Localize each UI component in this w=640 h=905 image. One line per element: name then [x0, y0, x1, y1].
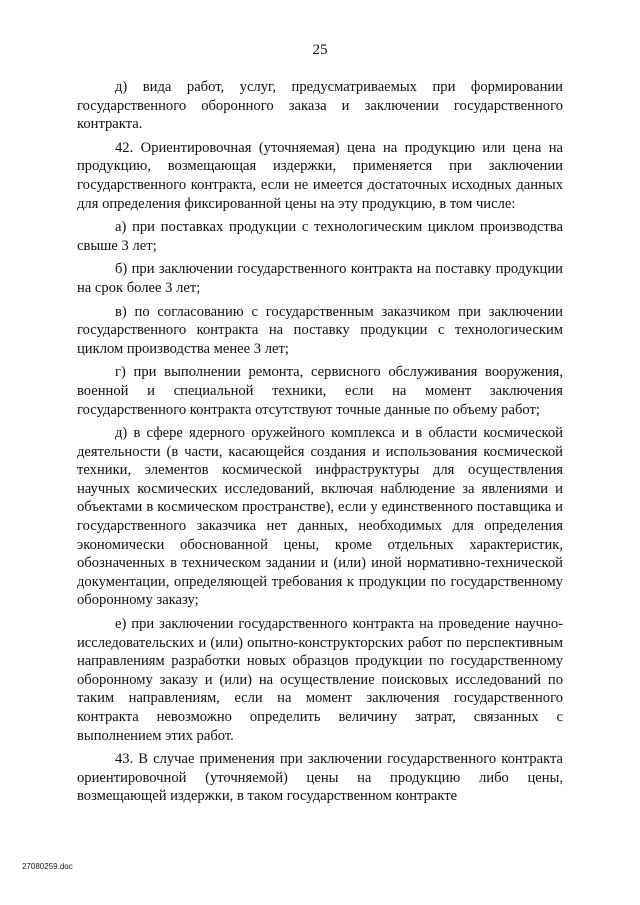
paragraph-42-g: г) при выполнении ремонта, сервисного обслуживания вооружения, военной и специальной техники, если на момент заключения государственного контракта отсутствуют точные данные по объему работ; — [77, 364, 563, 418]
paragraph-42-a: а) при поставках продукции с технологическим циклом производства свыше 3 лет; — [77, 219, 563, 254]
paragraph-d-works: д) вида работ, услуг, предусматриваемых при формировании государственного оборонного заказа и заключении государственного контракта. — [77, 79, 563, 133]
paragraph-42-e: е) при заключении государственного контракта на проведение научно-исследовательских и (или) опытно-конструкторских работ по перспективным направлениям разработки новых образцов продукции по государственному оборонному заказу и (или) на осуществление поисковых исследований по таким направлениям, если на момент заключения государственного контракта невозможно определить величину затрат, связанных с выполнением этих работ. — [77, 616, 563, 744]
page-number: 25 — [312, 42, 328, 58]
document-body — [77, 78, 563, 811]
paragraph-42-v: в) по согласованию с государственным заказчиком при заключении государственного контракта на поставку продукции с технологическим циклом производства менее 3 лет; — [77, 303, 563, 357]
paragraph-42-d: д) в сфере ядерного оружейного комплекса и в области космической деятельности (в части, касающейся создания и использования космической техники, элементов космической инфраструктуры для осуществления научных космических исследований, включая наблюдение за явлениями и объектами в космическом пространстве), если у единственного поставщика и государственного заказчика нет данных, необходимых для определения экономически обоснованной цены, кроме отдельных характеристик, обозначенных в техническом задании и (или) иной нормативно-технической документации, определяющей требования к продукции по государственному оборонному заказу; — [77, 425, 563, 609]
paragraph-42-b: б) при заключении государственного контракта на поставку продукции на срок более 3 лет; — [77, 261, 563, 296]
paragraph-42: 42. Ориентировочная (уточняемая) цена на продукцию или цена на продукцию, возмещающая издержки, применяется при заключении государственного контракта, если не имеется достаточных исходных данных для определения фиксированной цены на эту продукцию, в том числе: — [77, 139, 563, 212]
footer-filename: 27080259.doc — [22, 862, 73, 871]
paragraph-43: 43. В случае применения при заключении государственного контракта ориентировочной (уточняемой) цены на продукцию либо цены, возмещающей издержки, в таком государственном контракте — [77, 751, 563, 805]
